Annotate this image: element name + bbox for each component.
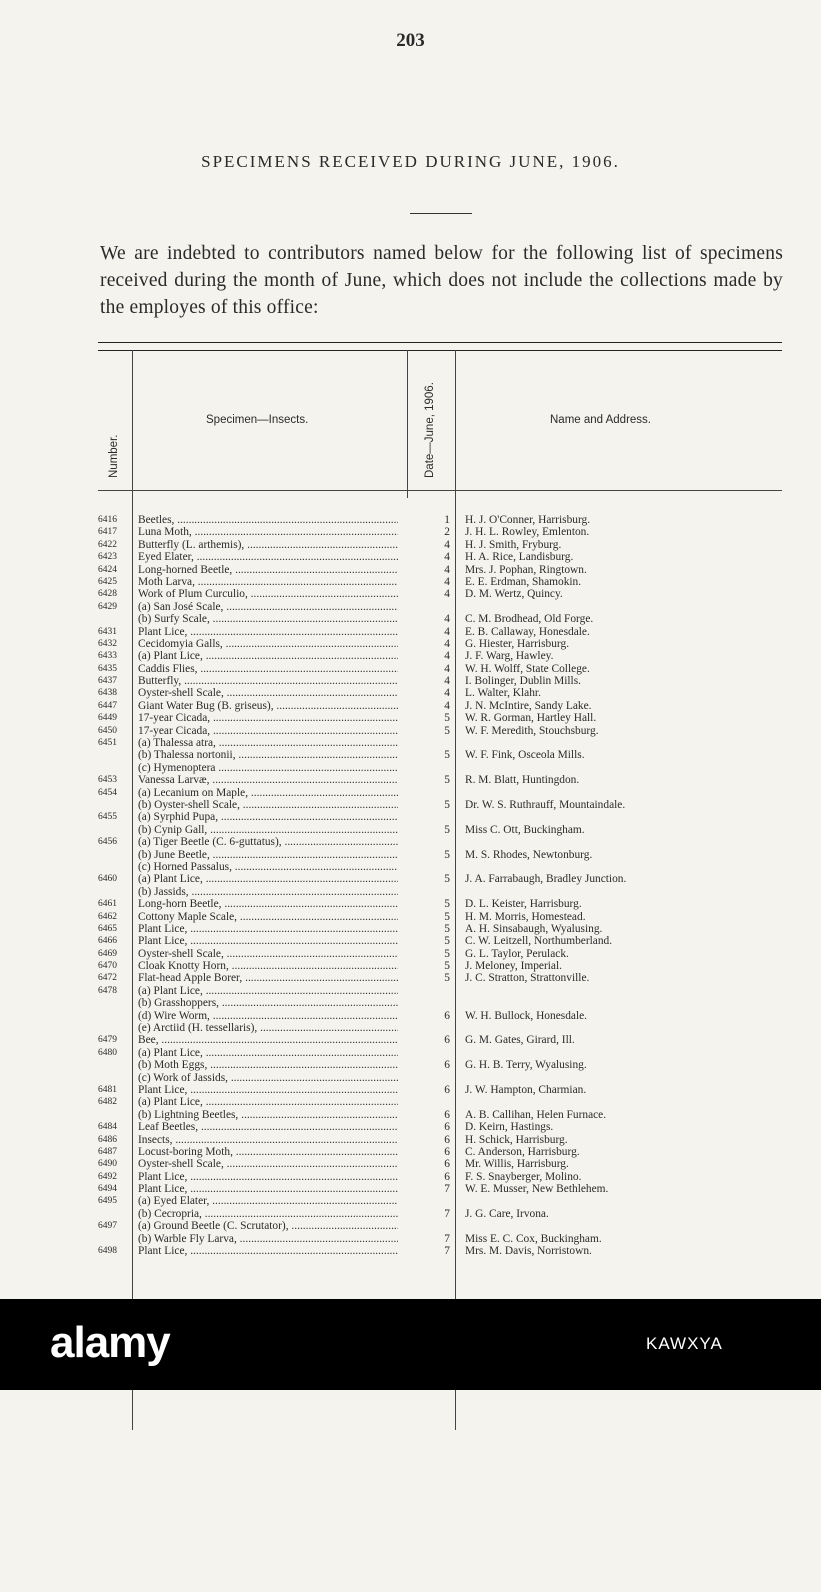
contributor-name: D. M. Wertz, Quincy.	[465, 588, 563, 601]
specimen-name: Butterfly, .....	[138, 675, 398, 687]
specimen-name: Bee, .....	[138, 1034, 398, 1046]
specimen-number: 6466	[98, 936, 117, 947]
contributor-name: Miss E. C. Cox, Buckingham.	[465, 1232, 602, 1245]
specimen-number: 6416	[98, 515, 117, 525]
specimen-number: 6447	[98, 700, 117, 711]
specimen-number: 6422	[98, 539, 117, 550]
specimen-name: Oyster-shell Scale, .....	[138, 687, 398, 699]
table-row	[98, 836, 782, 848]
header-bottom-rule	[98, 490, 782, 491]
date-day: 5	[444, 935, 450, 948]
specimen-number: 6461	[98, 899, 117, 910]
date-day: 7	[444, 1183, 450, 1196]
specimen-number: 6423	[98, 552, 117, 563]
specimen-name: Plant Lice, .....	[138, 1183, 398, 1195]
specimen-number: 6429	[98, 601, 117, 612]
table-row	[98, 886, 782, 898]
table-row	[98, 972, 782, 984]
date-day: 4	[444, 613, 450, 626]
specimen-name: Flat-head Apple Borer, .....	[138, 972, 398, 984]
specimen-number: 6433	[98, 651, 117, 662]
specimen-number: 6484	[98, 1122, 117, 1133]
contributor-name: L. Walter, Klahr.	[465, 687, 541, 700]
page-heading: SPECIMENS RECEIVED DURING JUNE, 1906.	[201, 152, 620, 171]
contributor-name: A. H. Sinsabaugh, Wyalusing.	[465, 922, 603, 935]
specimen-name: (a) Plant Lice, .....	[138, 650, 398, 662]
contributor-name: C. W. Leitzell, Northumberland.	[465, 935, 613, 948]
contributor-name: J. H. L. Rowley, Emlenton.	[465, 526, 590, 539]
specimen-number: 6482	[98, 1097, 117, 1108]
contributor-name: R. M. Blatt, Huntingdon.	[465, 774, 580, 787]
specimen-number: 6497	[98, 1221, 117, 1232]
specimen-number: 6487	[98, 1146, 117, 1157]
specimen-name: Eyed Elater, .....	[138, 551, 398, 563]
specimen-number: 6428	[98, 589, 117, 600]
specimen-number: 6449	[98, 713, 117, 724]
date-day: 4	[444, 675, 450, 688]
specimens-table	[98, 342, 782, 1592]
table-row	[98, 1146, 782, 1158]
specimen-name: (a) Ground Beetle (C. Scrutator), .....	[138, 1220, 398, 1232]
contributor-name: H. J. O'Conner, Harrisburg.	[465, 514, 591, 526]
contributor-name: W. F. Meredith, Stouchsburg.	[465, 724, 599, 737]
date-day: 6	[444, 1121, 450, 1134]
date-day: 5	[444, 873, 450, 886]
date-day: 2	[444, 526, 450, 539]
specimen-number: 6490	[98, 1159, 117, 1170]
specimen-name: (a) San José Scale, .....	[138, 601, 398, 613]
table-row	[98, 650, 782, 662]
specimen-number: 6481	[98, 1084, 117, 1095]
contributor-name: J. F. Warg, Hawley.	[465, 650, 554, 663]
table-row	[98, 1109, 782, 1121]
contributor-name: H. Schick, Harrisburg.	[465, 1133, 568, 1146]
contributor-name: W. E. Musser, New Bethlehem.	[465, 1183, 609, 1196]
table-row	[98, 687, 782, 699]
contributor-name: J. C. Stratton, Strattonville.	[465, 972, 590, 985]
table-row	[98, 911, 782, 923]
column-header-name: Name and Address.	[550, 414, 652, 426]
table-row	[98, 1047, 782, 1059]
table-row	[98, 997, 782, 1009]
date-day: 5	[444, 774, 450, 787]
specimen-number: 6438	[98, 688, 117, 699]
column-header-number: Number.	[108, 434, 120, 478]
specimen-name: (a) Thalessa atra, .....	[138, 737, 398, 749]
table-row	[98, 1158, 782, 1170]
specimen-number: 6435	[98, 663, 117, 674]
contributor-name: J. Meloney, Imperial.	[465, 960, 563, 973]
specimen-number: 6437	[98, 676, 117, 687]
date-day: 7	[444, 1245, 450, 1258]
specimen-number: 6469	[98, 948, 117, 959]
contributor-name: G. L. Taylor, Perulack.	[465, 947, 569, 960]
table-row	[98, 1195, 782, 1207]
date-day: 1	[444, 514, 450, 526]
contributor-name: Mr. Willis, Harrisburg.	[465, 1158, 569, 1171]
contributor-name: I. Bolinger, Dublin Mills.	[465, 675, 581, 688]
contributor-name: W. R. Gorman, Hartley Hall.	[465, 712, 597, 725]
specimen-name: Plant Lice, .....	[138, 626, 398, 638]
image-code: KAWXYA	[646, 1334, 723, 1353]
date-day: 5	[444, 972, 450, 985]
table-row	[98, 1010, 782, 1022]
table-row	[98, 1084, 782, 1096]
specimen-name: (a) Plant Lice, .....	[138, 1047, 398, 1059]
table-row	[98, 1183, 782, 1195]
specimen-name: Cloak Knotty Horn, .....	[138, 960, 398, 972]
specimen-name: Butterfly (L. arthemis), .....	[138, 539, 398, 551]
specimen-name: Plant Lice, .....	[138, 935, 398, 947]
table-row	[98, 799, 782, 811]
table-row	[98, 1059, 782, 1071]
table-row	[98, 824, 782, 836]
date-day: 4	[444, 637, 450, 650]
specimen-number: 6472	[98, 973, 117, 984]
specimen-number: 6460	[98, 874, 117, 885]
intro-paragraph: We are indebted to contributors named below for the following list of specimens received during the month of June, which does not include the collections made by the employes of this office:	[100, 243, 783, 318]
contributor-name: A. B. Callihan, Helen Furnace.	[465, 1108, 607, 1121]
specimen-name: (b) Thalessa nortonii, .....	[138, 749, 398, 761]
table-row	[98, 663, 782, 675]
contributor-name: H. J. Smith, Fryburg.	[465, 538, 562, 551]
table-row	[98, 774, 782, 786]
specimen-name: Plant Lice, .....	[138, 1245, 398, 1257]
date-day: 4	[444, 551, 450, 564]
table-row	[98, 1208, 782, 1220]
specimen-name: Insects, .....	[138, 1134, 398, 1146]
contributor-name: C. Anderson, Harrisburg.	[465, 1145, 580, 1158]
date-day: 5	[444, 712, 450, 725]
table-row	[98, 749, 782, 761]
page-number: 203	[396, 30, 425, 51]
specimen-name: 17-year Cicada, .....	[138, 725, 398, 737]
date-day: 4	[444, 538, 450, 551]
contributor-name: W. F. Fink, Osceola Mills.	[465, 749, 585, 762]
column-header-specimen: Specimen—Insects.	[206, 414, 309, 426]
date-day: 7	[444, 1207, 450, 1220]
specimen-number: 6432	[98, 638, 117, 649]
table-row	[98, 861, 782, 873]
date-day: 4	[444, 575, 450, 588]
date-day: 7	[444, 1232, 450, 1245]
table-row	[98, 1220, 782, 1232]
contributor-name: C. M. Brodhead, Old Forge.	[465, 613, 594, 626]
specimen-number: 6425	[98, 576, 117, 587]
table-row	[98, 1121, 782, 1133]
table-row	[98, 787, 782, 799]
contributor-name: G. Hiester, Harrisburg.	[465, 637, 570, 650]
table-row	[98, 725, 782, 737]
contributor-name: G. H. B. Terry, Wyalusing.	[465, 1059, 587, 1072]
specimen-name: (b) June Beetle, .....	[138, 849, 398, 861]
table-row	[98, 1072, 782, 1084]
table-row	[98, 811, 782, 823]
date-day: 4	[444, 662, 450, 675]
date-day: 5	[444, 749, 450, 762]
date-day: 5	[444, 848, 450, 861]
specimen-name: Plant Lice, .....	[138, 923, 398, 935]
specimen-name: (c) Hymenoptera .....	[138, 762, 398, 774]
table-row	[98, 675, 782, 687]
specimen-number: 6492	[98, 1171, 117, 1182]
table-row	[98, 873, 782, 885]
specimen-name: Cecidomyia Galls, .....	[138, 638, 398, 650]
table-row	[98, 762, 782, 774]
table-top-rule-inner	[98, 350, 782, 351]
heading-divider	[410, 213, 472, 214]
contributor-name: Miss C. Ott, Buckingham.	[465, 823, 585, 836]
contributor-name: Mrs. M. Davis, Norristown.	[465, 1245, 592, 1258]
specimen-name: (b) Grasshoppers, .....	[138, 997, 398, 1009]
date-day: 4	[444, 687, 450, 700]
contributor-name: H. M. Morris, Homestead.	[465, 910, 586, 923]
specimen-number: 6465	[98, 923, 117, 934]
date-day: 5	[444, 910, 450, 923]
specimen-name: Luna Moth, .....	[138, 526, 398, 538]
specimen-name: Long-horn Beetle, .....	[138, 898, 398, 910]
specimen-name: (b) Lightning Beetles, .....	[138, 1109, 398, 1121]
specimen-number: 6470	[98, 961, 117, 972]
specimen-name: Plant Lice, .....	[138, 1084, 398, 1096]
specimen-name: Giant Water Bug (B. griseus), .....	[138, 700, 398, 712]
contributor-name: J. G. Care, Irvona.	[465, 1207, 549, 1220]
table-row	[98, 935, 782, 947]
specimen-name: (a) Plant Lice, .....	[138, 873, 398, 885]
table-row	[98, 576, 782, 588]
contributor-name: J. A. Farrabaugh, Bradley Junction.	[465, 873, 627, 886]
contributor-name: Mrs. J. Pophan, Ringtown.	[465, 563, 587, 576]
table-row	[98, 1171, 782, 1183]
contributor-name: D. L. Keister, Harrisburg.	[465, 898, 582, 911]
date-day: 6	[444, 1158, 450, 1171]
date-day: 4	[444, 650, 450, 663]
specimen-number: 6462	[98, 911, 117, 922]
specimen-name: (b) Moth Eggs, .....	[138, 1059, 398, 1071]
contributor-name: M. S. Rhodes, Newtonburg.	[465, 848, 593, 861]
date-day: 6	[444, 1083, 450, 1096]
specimen-name: (a) Plant Lice, .....	[138, 985, 398, 997]
table-row	[98, 898, 782, 910]
specimen-number: 6417	[98, 527, 117, 538]
table-row	[98, 700, 782, 712]
specimen-number: 6451	[98, 738, 117, 749]
specimen-name: Oyster-shell Scale, .....	[138, 1158, 398, 1170]
table-row	[98, 1233, 782, 1245]
specimen-name: Caddis Flies, .....	[138, 663, 398, 675]
date-day: 5	[444, 898, 450, 911]
table-row	[98, 1245, 782, 1257]
table-row	[98, 712, 782, 724]
specimen-number: 6498	[98, 1246, 117, 1257]
date-day: 6	[444, 1145, 450, 1158]
table-row	[98, 626, 782, 638]
table-row	[98, 539, 782, 551]
date-day: 5	[444, 947, 450, 960]
specimen-number: 6455	[98, 812, 117, 823]
table-row	[98, 638, 782, 650]
table-row	[98, 1034, 782, 1046]
specimen-number: 6478	[98, 985, 117, 996]
column-divider	[407, 350, 408, 498]
date-day: 5	[444, 798, 450, 811]
date-day: 5	[444, 960, 450, 973]
specimen-name: Leaf Beetles, .....	[138, 1121, 398, 1133]
date-day: 4	[444, 699, 450, 712]
table-row	[98, 601, 782, 613]
table-row	[98, 985, 782, 997]
specimen-number: 6450	[98, 725, 117, 736]
specimen-name: Work of Plum Curculio, .....	[138, 588, 398, 600]
date-day: 6	[444, 1034, 450, 1047]
date-day: 5	[444, 724, 450, 737]
contributor-name: H. A. Rice, Landisburg.	[465, 551, 574, 564]
specimen-name: Moth Larva, .....	[138, 576, 398, 588]
contributor-name: E. E. Erdman, Shamokin.	[465, 575, 582, 588]
column-header-date: Date—June, 1906.	[424, 382, 436, 478]
contributor-name: W. H. Wolff, State College.	[465, 662, 590, 675]
specimen-number: 6431	[98, 626, 117, 637]
table-row	[98, 960, 782, 972]
table-row	[98, 514, 782, 526]
specimen-number: 6494	[98, 1184, 117, 1195]
date-day: 6	[444, 1170, 450, 1183]
specimen-name: (c) Horned Passalus, .....	[138, 861, 398, 873]
contributor-name: G. M. Gates, Girard, Ill.	[465, 1034, 575, 1047]
table-row	[98, 849, 782, 861]
specimen-number: 6480	[98, 1047, 117, 1058]
date-day: 4	[444, 563, 450, 576]
specimen-name: (b) Oyster-shell Scale, .....	[138, 799, 398, 811]
contributor-name: W. H. Bullock, Honesdale.	[465, 1009, 588, 1022]
specimen-name: (a) Tiger Beetle (C. 6-guttatus), .....	[138, 836, 398, 848]
specimen-name: 17-year Cicada, .....	[138, 712, 398, 724]
contributor-name: D. Keirn, Hastings.	[465, 1121, 554, 1134]
specimen-name: Locust-boring Moth, .....	[138, 1146, 398, 1158]
specimen-name: (b) Cynip Gall, .....	[138, 824, 398, 836]
specimen-number: 6479	[98, 1035, 117, 1046]
date-day: 5	[444, 922, 450, 935]
contributor-name: Dr. W. S. Ruthrauff, Mountaindale.	[465, 798, 626, 811]
table-row	[98, 564, 782, 576]
date-day: 4	[444, 625, 450, 638]
specimen-number: 6453	[98, 775, 117, 786]
specimen-name: (a) Lecanium on Maple, .....	[138, 787, 398, 799]
specimen-name: Beetles, .....	[138, 514, 398, 526]
table-row	[98, 923, 782, 935]
contributor-name: E. B. Callaway, Honesdale.	[465, 625, 590, 638]
contributor-name: J. N. McIntire, Sandy Lake.	[465, 699, 592, 712]
table-row	[98, 613, 782, 625]
specimen-name: (b) Cecropria, .....	[138, 1208, 398, 1220]
table-body	[98, 514, 782, 1257]
table-row	[98, 588, 782, 600]
specimen-number: 6495	[98, 1196, 117, 1207]
specimen-name: (a) Syrphid Pupa, .....	[138, 811, 398, 823]
specimen-name: Plant Lice, .....	[138, 1171, 398, 1183]
specimen-name: (d) Wire Worm, .....	[138, 1010, 398, 1022]
date-day: 4	[444, 588, 450, 601]
alamy-logo: alamy	[50, 1318, 170, 1367]
specimen-name: (c) Work of Jassids, .....	[138, 1072, 398, 1084]
specimen-name: Cottony Maple Scale, .....	[138, 911, 398, 923]
specimen-name: Long-horned Beetle, .....	[138, 564, 398, 576]
specimen-number: 6486	[98, 1134, 117, 1145]
contributor-name: F. S. Snayberger, Molino.	[465, 1170, 582, 1183]
specimen-name: (a) Plant Lice, .....	[138, 1096, 398, 1108]
specimen-name: Oyster-shell Scale, .....	[138, 948, 398, 960]
specimen-name: (b) Warble Fly Larva, .....	[138, 1233, 398, 1245]
date-day: 6	[444, 1108, 450, 1121]
table-row	[98, 1096, 782, 1108]
contributor-name: J. W. Hampton, Charmian.	[465, 1083, 587, 1096]
table-row	[98, 948, 782, 960]
specimen-name: (b) Jassids, .....	[138, 886, 398, 898]
specimen-number: 6424	[98, 564, 117, 575]
table-row	[98, 1134, 782, 1146]
specimen-name: (a) Eyed Elater, .....	[138, 1195, 398, 1207]
table-row	[98, 1022, 782, 1034]
specimen-name: (e) Arctiid (H. tessellaris), .....	[138, 1022, 398, 1034]
date-day: 6	[444, 1133, 450, 1146]
specimen-number: 6456	[98, 837, 117, 848]
date-day: 6	[444, 1009, 450, 1022]
date-day: 6	[444, 1059, 450, 1072]
date-day: 5	[444, 823, 450, 836]
table-row	[98, 526, 782, 538]
specimen-name: (b) Surfy Scale, .....	[138, 613, 398, 625]
table-row	[98, 551, 782, 563]
table-row	[98, 737, 782, 749]
table-top-rule	[98, 342, 782, 343]
specimen-number: 6454	[98, 787, 117, 798]
specimen-name: Vanessa Larvæ, .....	[138, 774, 398, 786]
